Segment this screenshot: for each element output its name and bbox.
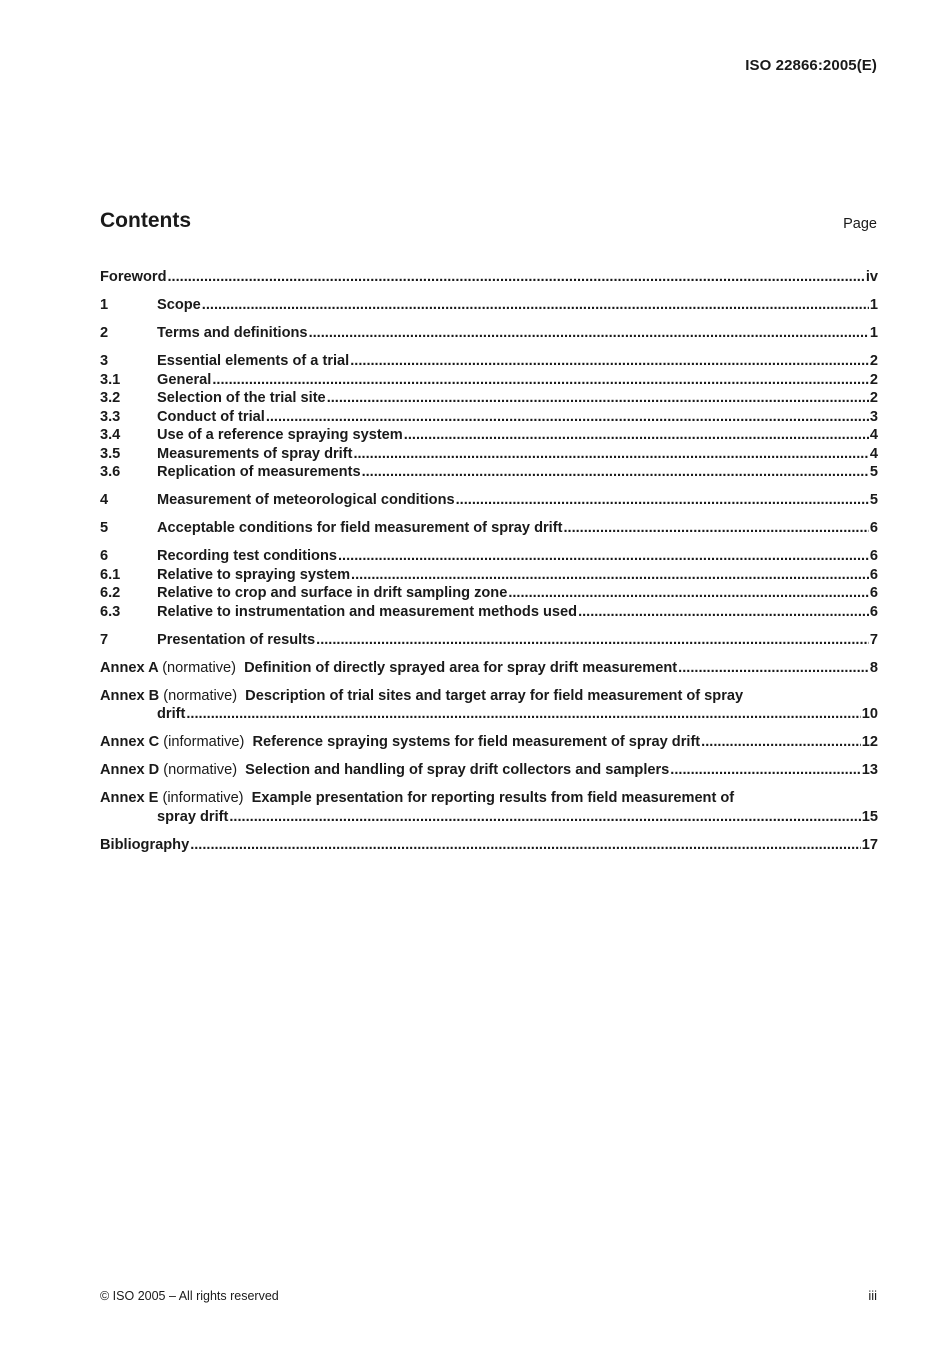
toc-entry-annex-a[interactable] [100, 659, 878, 678]
toc-entry-annex-c[interactable] [100, 733, 878, 752]
toc-page: 6 [869, 548, 878, 564]
toc-title: Bibliography [100, 836, 190, 853]
annex-id: Annex D [100, 762, 160, 778]
toc-title: Replication of measurements [157, 464, 361, 480]
toc-page: 1 [869, 325, 878, 341]
toc-title: Terms and definitions [157, 325, 308, 341]
footer-page-number: iii [868, 1288, 877, 1303]
toc-title: Measurement of meteorological conditions [157, 492, 455, 508]
toc-entry-3-4[interactable] [100, 426, 878, 445]
annex-id: Annex C [100, 734, 160, 750]
toc-number: 3.2 [100, 390, 121, 406]
toc-page: 3 [869, 408, 878, 425]
page-column-heading: Page [843, 216, 877, 232]
toc-number: 3 [100, 353, 109, 369]
toc-entry-7[interactable] [100, 631, 878, 650]
dot-leader [229, 808, 860, 827]
toc-page: 6 [869, 566, 878, 583]
toc-page: 6 [869, 603, 878, 620]
toc-number: 3.4 [100, 427, 121, 443]
annex-type: (normative) [163, 687, 238, 704]
toc-number: 7 [100, 631, 109, 648]
toc-title: Scope [157, 297, 201, 313]
toc-number: 2 [100, 325, 109, 341]
toc-page: 2 [869, 371, 878, 388]
toc-number: 3.1 [100, 371, 121, 388]
toc-entry-5[interactable] [100, 519, 878, 538]
table-of-contents [100, 268, 878, 854]
toc-entry-6-3[interactable] [100, 603, 878, 622]
annex-id: Annex E [100, 790, 159, 806]
dot-leader [350, 352, 869, 371]
toc-number: 1 [100, 297, 109, 313]
dot-leader [578, 603, 869, 622]
dot-leader [508, 584, 869, 603]
dot-leader [202, 296, 869, 315]
annex-type: (normative) [163, 762, 238, 778]
annex-id: Annex A [100, 659, 159, 676]
annex-type: (informative) [163, 734, 245, 750]
dot-leader [670, 761, 860, 780]
toc-entry-3-5[interactable] [100, 445, 878, 464]
toc-page: 13 [861, 762, 878, 778]
toc-page: 1 [869, 297, 878, 313]
toc-page: 7 [869, 631, 878, 648]
toc-title: Relative to spraying system [157, 566, 351, 583]
document-id: ISO 22866:2005(E) [745, 57, 877, 74]
toc-entry-6-1[interactable] [100, 566, 878, 585]
toc-number: 6.1 [100, 566, 121, 583]
toc-page: 5 [869, 492, 878, 508]
toc-title: Relative to instrumentation and measurement methods used [157, 603, 578, 620]
toc-entry-foreword[interactable] [100, 268, 878, 287]
toc-entry-annex-b[interactable] [100, 687, 878, 724]
contents-heading: Contents [100, 209, 191, 232]
toc-title: Essential elements of a trial [157, 353, 350, 369]
toc-title: Measurements of spray drift [157, 445, 353, 462]
toc-page: 6 [869, 585, 878, 601]
toc-title-continued: spray drift [157, 808, 229, 825]
toc-title: Acceptable conditions for field measurement of spray drift [157, 520, 563, 536]
toc-title: Use of a reference spraying system [157, 427, 403, 443]
toc-number: 3.3 [100, 408, 121, 425]
dot-leader [404, 426, 869, 445]
toc-title: Relative to crop and surface in drift sampling zone [157, 585, 508, 601]
toc-page: iv [865, 269, 878, 285]
toc-title: Example presentation for reporting results from field measurement of [251, 790, 735, 806]
annex-type: (normative) [162, 659, 236, 676]
dot-leader [316, 631, 869, 650]
toc-number: 3.5 [100, 445, 121, 462]
dot-leader [563, 519, 868, 538]
toc-page: 10 [861, 706, 878, 722]
toc-entry-6-2[interactable] [100, 584, 878, 603]
footer-copyright: © ISO 2005 – All rights reserved [100, 1289, 279, 1303]
dot-leader [338, 547, 869, 566]
toc-page: 12 [861, 734, 878, 750]
dot-leader [190, 836, 861, 855]
toc-title: General [157, 371, 212, 388]
dot-leader [456, 491, 869, 510]
toc-entry-3-6[interactable] [100, 463, 878, 482]
toc-title: Presentation of results [157, 631, 316, 648]
toc-title: Recording test conditions [157, 548, 337, 564]
dot-leader [266, 408, 869, 427]
toc-page: 17 [861, 836, 878, 853]
dot-leader [186, 705, 860, 724]
toc-page: 5 [869, 464, 878, 480]
toc-entry-3-1[interactable] [100, 371, 878, 390]
toc-page: 2 [869, 390, 878, 406]
toc-entry-annex-e[interactable] [100, 789, 878, 826]
toc-title: Selection and handling of spray drift collectors and samplers [245, 762, 670, 778]
toc-page: 15 [861, 808, 878, 825]
dot-leader [309, 324, 869, 343]
toc-entry-4[interactable] [100, 491, 878, 510]
dot-leader [351, 566, 869, 585]
toc-number: 5 [100, 520, 109, 536]
toc-number: 6.2 [100, 585, 121, 601]
toc-number: 6 [100, 548, 109, 564]
toc-title: Foreword [100, 269, 167, 285]
toc-page: 4 [869, 427, 878, 443]
toc-number: 4 [100, 492, 109, 508]
toc-page: 4 [869, 445, 878, 462]
toc-entry-3[interactable] [100, 352, 878, 371]
toc-page: 6 [869, 520, 878, 536]
toc-page: 8 [869, 659, 878, 676]
toc-page: 2 [869, 353, 878, 369]
toc-title: Reference spraying systems for field measurement of spray drift [252, 734, 701, 750]
toc-title: Selection of the trial site [157, 390, 326, 406]
toc-number: 3.6 [100, 464, 121, 480]
toc-entry-bibliography[interactable] [100, 836, 878, 855]
toc-entry-2[interactable] [100, 324, 878, 343]
toc-entry-1[interactable] [100, 296, 878, 315]
toc-entry-6[interactable] [100, 547, 878, 566]
dot-leader [678, 659, 869, 678]
dot-leader [362, 463, 869, 482]
toc-entry-annex-d[interactable] [100, 761, 878, 780]
dot-leader [212, 371, 869, 390]
toc-entry-3-2[interactable] [100, 389, 878, 408]
dot-leader [167, 268, 864, 287]
toc-title: Definition of directly sprayed area for spray drift measurement [244, 659, 678, 676]
toc-title: Conduct of trial [157, 408, 265, 425]
dot-leader [353, 445, 868, 464]
toc-entry-3-3[interactable] [100, 408, 878, 427]
annex-type: (informative) [162, 790, 244, 806]
dot-leader [701, 733, 861, 752]
toc-title: Description of trial sites and target array for field measurement of spray [245, 687, 744, 704]
annex-id: Annex B [100, 687, 160, 704]
dot-leader [327, 389, 869, 408]
toc-title-continued: drift [157, 706, 186, 722]
toc-number: 6.3 [100, 603, 121, 620]
